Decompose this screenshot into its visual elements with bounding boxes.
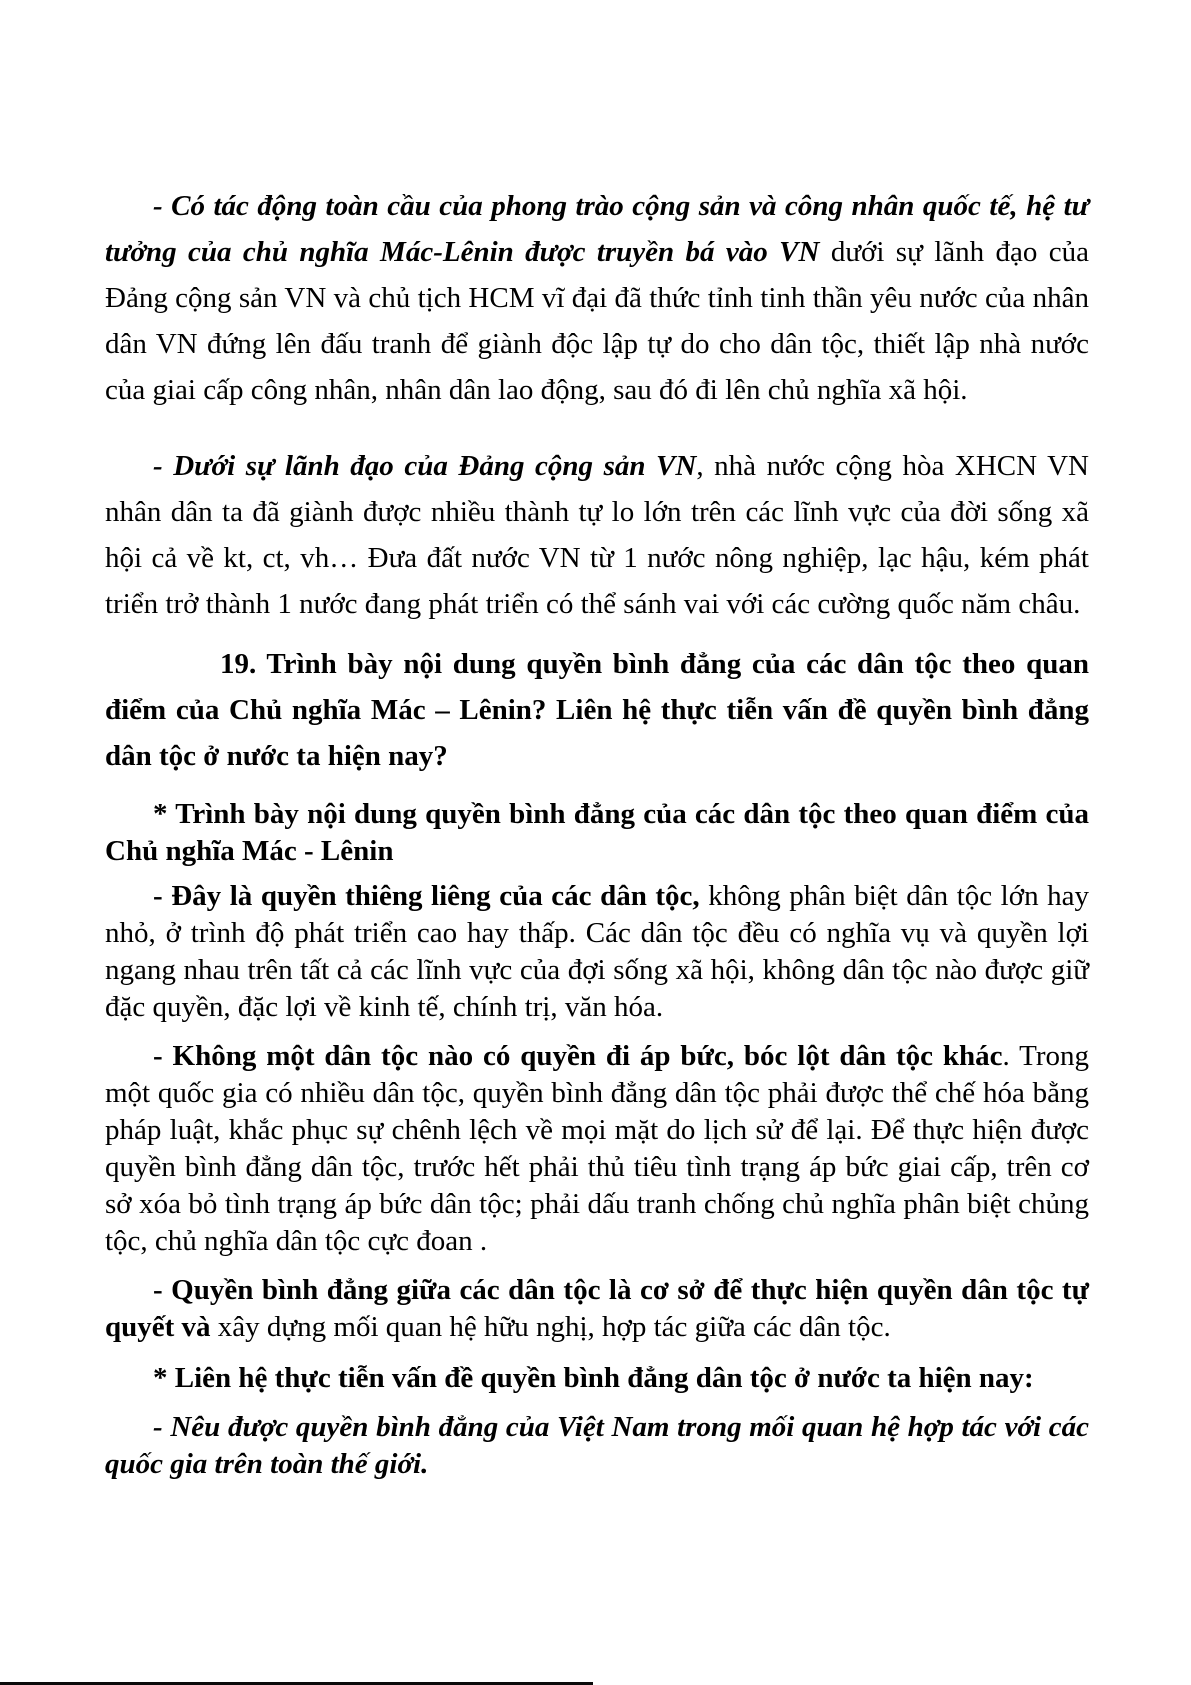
paragraph-text: . Trong một quốc gia có nhiều dân tộc, quyền bình đẳng dân tộc phải được thể chế hóa bằng pháp luật, khắc phục sự chênh lệch về mọi mặt do lịch sử để lại. Để thực hiện được quyền bình đẳng dân tộc, trước hết phải thủ tiêu tình trạng áp bức giai cấp, trên cơ sở xóa bỏ tình trạng áp bức dân tộc; phải dấu tranh chống chủ nghĩa phân biệt chủng tộc, chủ nghĩa dân tộc cực đoan .	[105, 1040, 1089, 1257]
paragraph-global-impact	[105, 183, 1089, 413]
paragraph-party-leadership	[105, 443, 1089, 627]
paragraph-no-oppression	[105, 1038, 1089, 1260]
paragraph-sacred-right	[105, 878, 1089, 1026]
subheading-present-content: * Trình bày nội dung quyền bình đẳng của các dân tộc theo quan điểm của Chủ nghĩa Mác - Lênin	[105, 798, 1089, 867]
paragraph-lead-emphasis: - Dưới sự lãnh đạo của Đảng cộng sản VN	[153, 450, 697, 482]
paragraph-lead-bold: - Quyền bình đẳng giữa các dân tộc là cơ sở để thực hiện quyền dân tộc tự quyết và	[105, 1274, 1089, 1343]
paragraph-lead-emphasis: - Có tác động toàn cầu của phong trào cộng sản và công nhân quốc tế, hệ tư tưởng của chủ nghĩa Mác-Lênin được truyền bá vào VN	[105, 190, 1089, 268]
paragraph-text: , nhà nước cộng hòa XHCN VN nhân dân ta đã giành được nhiều thành tự lo lớn trên các lĩnh vực của đời sống xã hội cả về kt, ct, vh… Đưa đất nước VN từ 1 nước nông nghiệp, lạc hậu, kém phát triển trở thành 1 nước đang phát triển có thể sánh vai với các cường quốc năm châu.	[105, 450, 1089, 620]
document-body	[105, 183, 1089, 1483]
paragraph-lead-bold: - Không một dân tộc nào có quyền đi áp bức, bóc lột dân tộc khác	[153, 1040, 1003, 1072]
paragraph-text: xây dựng mối quan hệ hữu nghị, hợp tác giữa các dân tộc.	[210, 1311, 891, 1343]
subheading-practical-link: * Liên hệ thực tiễn vấn đề quyền bình đẳng dân tộc ở nước ta hiện nay:	[153, 1362, 1034, 1394]
paragraph-equality-basis	[105, 1272, 1089, 1346]
question-19-heading: 19. Trình bày nội dung quyền bình đẳng của các dân tộc theo quan điểm của Chủ nghĩa Mác – Lênin? Liên hệ thực tiễn vấn đề quyền bình đẳng dân tộc ở nước ta hiện nay?	[105, 648, 1089, 772]
paragraph-text: dưới sự lãnh đạo của Đảng cộng sản VN và chủ tịch HCM vĩ đại đã thức tỉnh tinh thần yêu nước của nhân dân VN đứng lên đấu tranh để giành độc lập tự do cho dân tộc, thiết lập nhà nước của giai cấp công nhân, nhân dân lao động, sau đó đi lên chủ nghĩa xã hội.	[105, 236, 1089, 406]
next-page-edge-artifact	[593, 1681, 726, 1685]
paragraph-vietnam-equality: - Nêu được quyền bình đẳng của Việt Nam trong mối quan hệ hợp tác với các quốc gia trên toàn thế giới.	[105, 1411, 1089, 1480]
paragraph-lead-bold: - Đây là quyền thiêng liêng của các dân tộc,	[153, 880, 700, 912]
paragraph-text: không phân biệt dân tộc lớn hay nhỏ, ở trình độ phát triển cao hay thấp. Các dân tộc đều có nghĩa vụ và quyền lợi ngang nhau trên tất cả các lĩnh vực của đợi sống xã hội, không dân tộc nào được giữ đặc quyền, đặc lợi về kinh tế, chính trị, văn hóa.	[105, 880, 1089, 1023]
